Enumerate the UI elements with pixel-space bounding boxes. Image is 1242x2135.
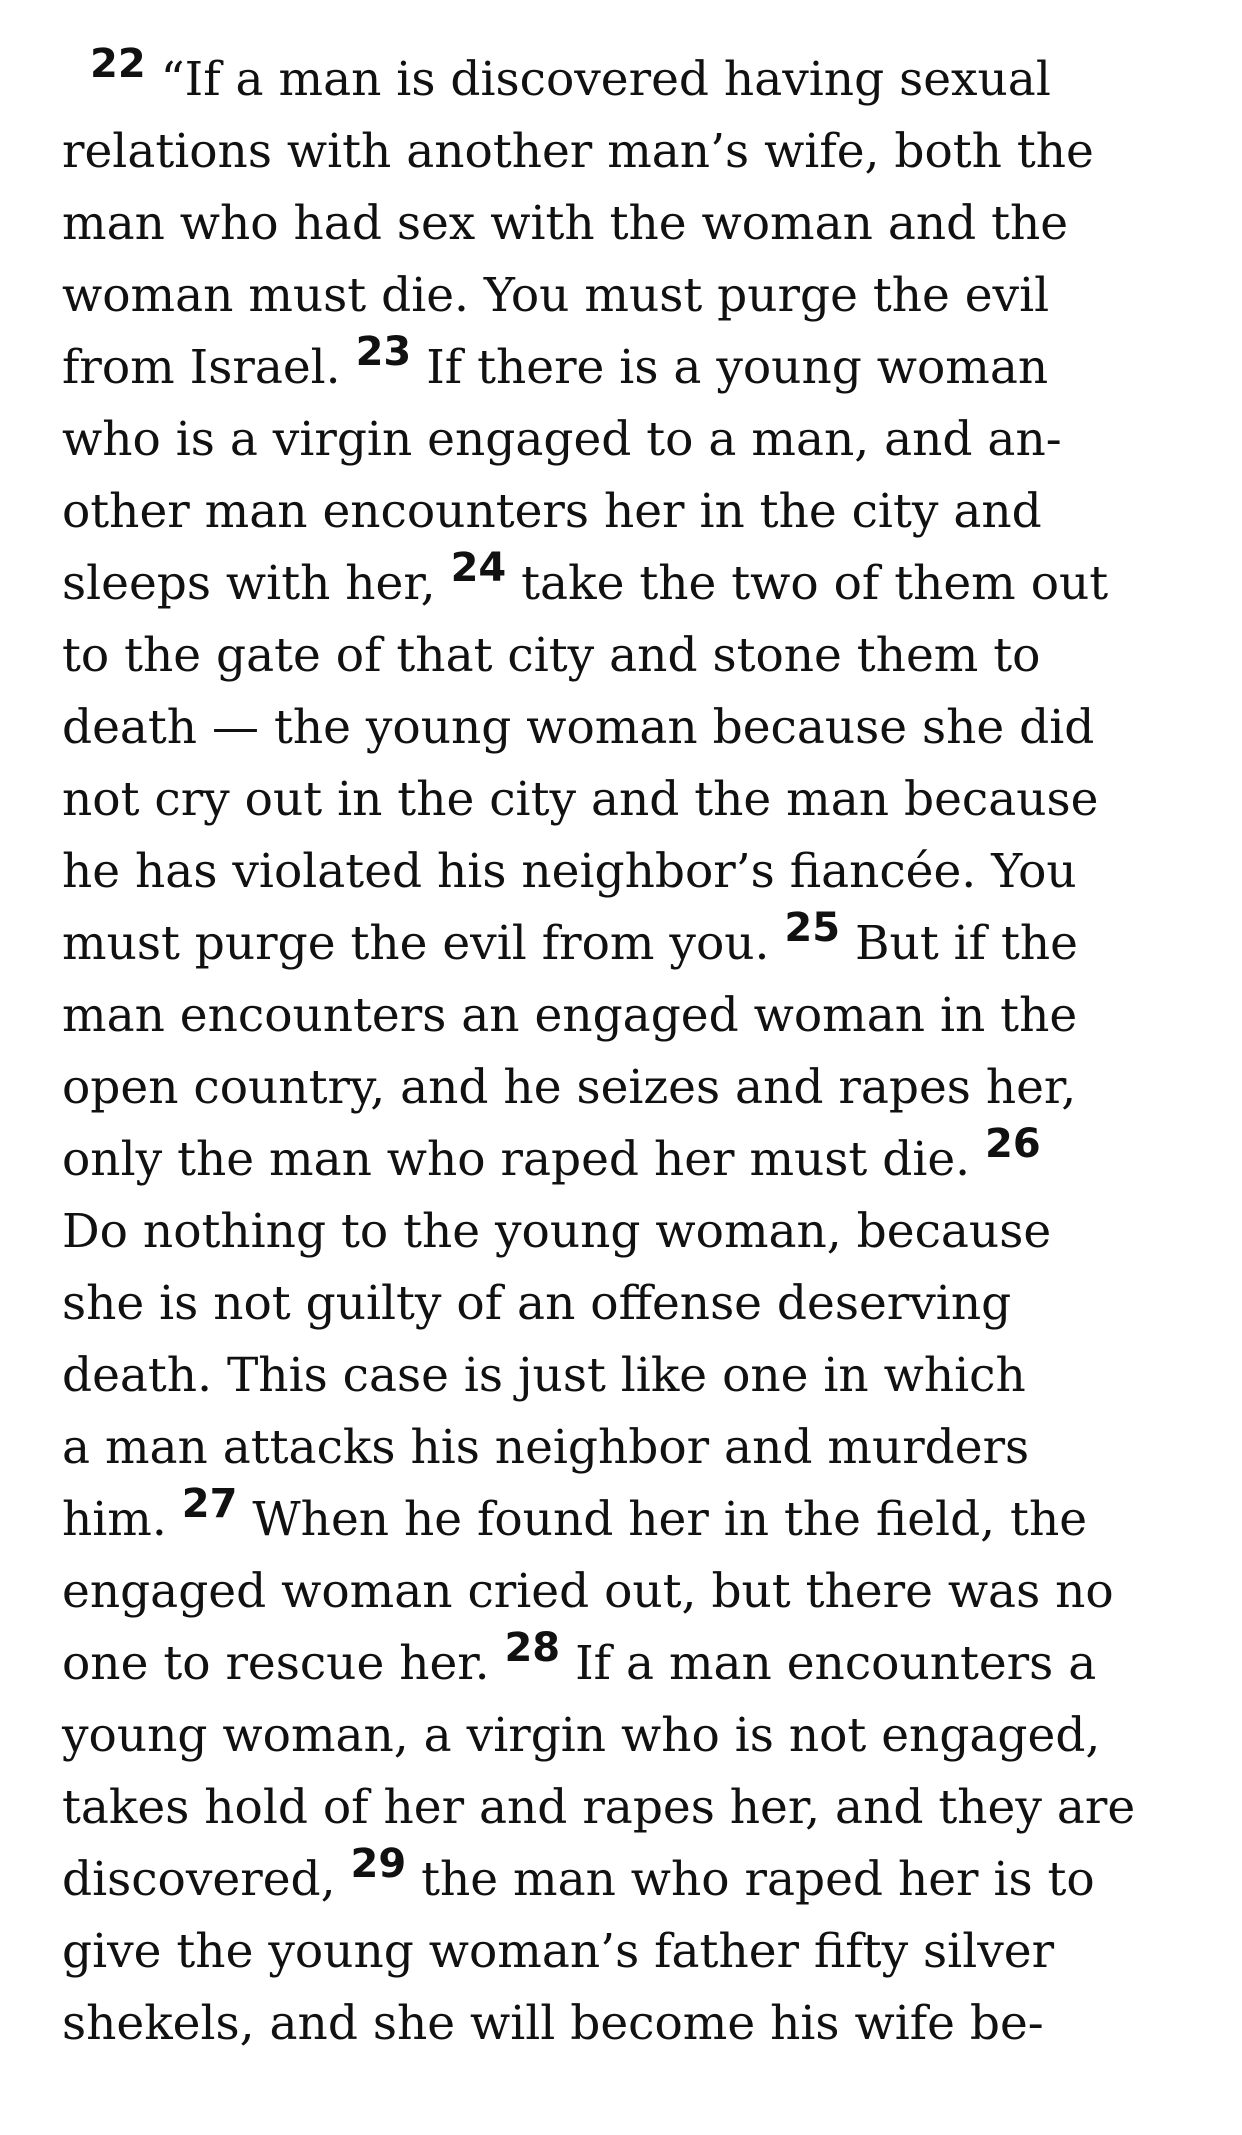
verse-text: he has violated his neighbor’s fiancée. You [62, 844, 1077, 899]
text-line [62, 1052, 1202, 1124]
verse-text: young woman, a virgin who is not engaged, [62, 1708, 1101, 1763]
verse-text: relations with another man’s wife, both the [62, 124, 1094, 179]
verse-text: take the two of them out [506, 556, 1109, 611]
verse-text: a man attacks his neighbor and murders [62, 1420, 1030, 1475]
text-line [62, 329, 1202, 404]
verse-text: must purge the evil from you. [62, 916, 785, 971]
verse-text: only the man who raped her must die. [62, 1132, 986, 1187]
verse-text: man encounters an engaged woman in the [62, 988, 1078, 1043]
verse-number: 29 [350, 1841, 407, 1887]
text-line [62, 1556, 1202, 1628]
verse-text: death. This case is just like one in which [62, 1348, 1026, 1403]
verse-text: man who had sex with the woman and the [62, 196, 1069, 251]
verse-text: not cry out in the city and the man because [62, 772, 1099, 827]
text-line [62, 1340, 1202, 1412]
text-line [62, 1625, 1202, 1700]
verse-text: to the gate of that city and stone them to [62, 628, 1041, 683]
verse-number: 28 [504, 1625, 561, 1671]
verse-text: death — the young woman because she did [62, 700, 1095, 755]
text-line [62, 476, 1202, 548]
verse-number: 27 [181, 1481, 238, 1527]
text-line [62, 905, 1202, 980]
text-line [62, 1196, 1202, 1268]
text-line [62, 1481, 1202, 1556]
verse-text: If there is a young woman [411, 340, 1049, 395]
text-line [62, 980, 1202, 1052]
text-line [62, 41, 1202, 116]
verse-text: When he found her in the field, the [237, 1492, 1088, 1547]
verse-text: sleeps with her, [62, 556, 451, 611]
verse-text: “If a man is discovered having sexual [145, 52, 1051, 107]
text-line [62, 188, 1202, 260]
text-line [62, 1916, 1202, 1988]
text-line [62, 1841, 1202, 1916]
verse-text: If a man encounters a [560, 1636, 1097, 1691]
text-line [62, 692, 1202, 764]
verse-number: 26 [985, 1121, 1041, 1167]
verse-text: open country, and he seizes and rapes her, [62, 1060, 1077, 1115]
verse-number: 24 [450, 545, 507, 591]
text-line [62, 1700, 1202, 1772]
text-line [62, 116, 1202, 188]
text-line [62, 764, 1202, 836]
verse-number: 25 [784, 905, 841, 951]
verse-text: shekels, and she will become his wife be- [62, 1996, 1044, 2051]
text-line [62, 620, 1202, 692]
verse-text: give the young woman’s father fifty silver [62, 1924, 1055, 1979]
scripture-passage [62, 41, 1202, 2060]
verse-text: Do nothing to the young woman, because [62, 1204, 1052, 1259]
verse-text: she is not guilty of an offense deserving [62, 1276, 1012, 1331]
verse-number: 23 [355, 329, 412, 375]
text-line [62, 1412, 1202, 1484]
verse-text: discovered, [62, 1852, 351, 1907]
text-line [62, 1772, 1202, 1844]
verse-text: one to rescue her. [62, 1636, 505, 1691]
text-line [62, 1988, 1202, 2060]
verse-text: But if the [840, 916, 1078, 971]
verse-text: woman must die. You must purge the evil [62, 268, 1050, 323]
verse-text: takes hold of her and rapes her, and they are [62, 1780, 1136, 1835]
text-line [62, 1121, 1202, 1196]
verse-text: other man encounters her in the city and [62, 484, 1042, 539]
verse-number: 22 [90, 41, 146, 87]
text-line [62, 836, 1202, 908]
text-line [62, 404, 1202, 476]
text-line [62, 260, 1202, 332]
verse-text: engaged woman cried out, but there was no [62, 1564, 1114, 1619]
verse-text: who is a virgin engaged to a man, and an- [62, 412, 1062, 467]
verse-text: him. [62, 1492, 182, 1547]
text-line [62, 545, 1202, 620]
verse-text: from Israel. [62, 340, 356, 395]
verse-text: the man who raped her is to [406, 1852, 1095, 1907]
text-line [62, 1268, 1202, 1340]
